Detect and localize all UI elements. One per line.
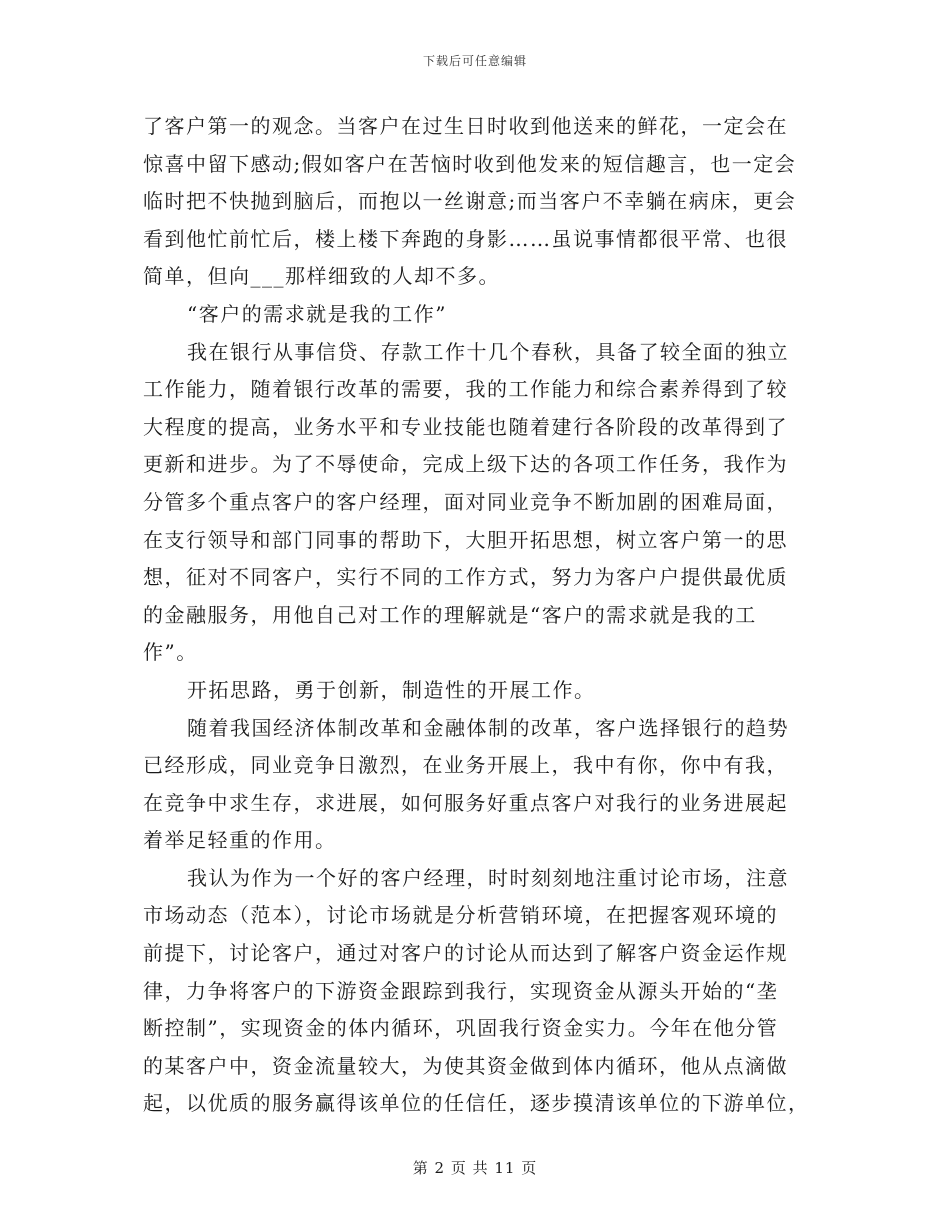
text-line: 律，力争将客户的下游资金跟踪到我行，实现资金从源头开始的“垄 [143, 978, 779, 1003]
text-line: 已经形成，同业竞争日激烈，在业务开展上，我中有你，你中有我， [143, 753, 788, 778]
paragraph-start: 我认为作为一个好的客户经理，时时刻刻地注重讨论市场，注意 [187, 865, 789, 890]
text-line: 的某客户中，资金流量较大，为使其资金做到体内循环，他从点滴做 [143, 1053, 788, 1078]
text-line: 惊喜中留下感动;假如客户在苦恼时收到他发来的短信趣言，也一定会 [143, 151, 797, 176]
text-line: 的金融服务，用他自己对工作的理解就是“客户的需求就是我的工 [143, 602, 757, 627]
section-heading: “客户的需求就是我的工作” [187, 301, 447, 326]
text-line: 在支行领导和部门同事的帮助下，大胆开拓思想，树立客户第一的思 [143, 527, 788, 552]
text-line: 临时把不快抛到脑后，而抱以一丝谢意;而当客户不幸躺在病床，更会 [143, 189, 797, 214]
section-heading: 开拓思路，勇于创新，制造性的开展工作。 [187, 677, 596, 702]
text-line: 看到他忙前忙后，楼上楼下奔跑的身影……虽说事情都很平常、也很 [143, 226, 788, 251]
text-line: 简单，但向___那样细致的人却不多。 [143, 264, 500, 289]
text-line: 市场动态（范本），讨论市场就是分析营销环境，在把握客观环境的 [143, 903, 778, 928]
page-number: 第 2 页 共 11 页 [412, 1159, 538, 1177]
page-header: 下载后可任意编辑 [422, 54, 527, 68]
text-line: 分管多个重点客户的客户经理，面对同业竞争不断加剧的困难局面， [143, 489, 788, 514]
text-line: 想，征对不同客户，实行不同的工作方式，努力为客户户提供最优质 [143, 565, 788, 590]
text-line: 断控制”，实现资金的体内循环，巩固我行资金实力。今年在他分管 [143, 1016, 779, 1041]
paragraph-start: 随着我国经济体制改革和金融体制的改革，客户选择银行的趋势 [187, 715, 789, 740]
document-body [143, 108, 810, 1123]
text-line: 了客户第一的观念。当客户在过生日时收到他送来的鲜花，一定会在 [143, 114, 788, 138]
text-line: 工作能力，随着银行改革的需要，我的工作能力和综合素养得到了较 [143, 377, 788, 402]
paragraph-start: 我在银行从事信贷、存款工作十几个春秋，具备了较全面的独立 [187, 339, 789, 364]
text-line: 作”。 [143, 640, 198, 665]
text-line: 前提下，讨论客户，通过对客户的讨论从而达到了解客户资金运作规 [143, 941, 788, 966]
text-line: 更新和进步。为了不辱使命，完成上级下达的各项工作任务，我作为 [143, 452, 788, 477]
text-line: 大程度的提高，业务水平和专业技能也随着建行各阶段的改革得到了 [143, 414, 788, 439]
text-line: 起，以优质的服务赢得该单位的任信任，逐步摸清该单位的下游单位， [143, 1091, 810, 1116]
text-line: 着举足轻重的作用。 [143, 828, 337, 853]
text-line: 在竞争中求生存，求进展，如何服务好重点客户对我行的业务进展起 [143, 790, 788, 815]
